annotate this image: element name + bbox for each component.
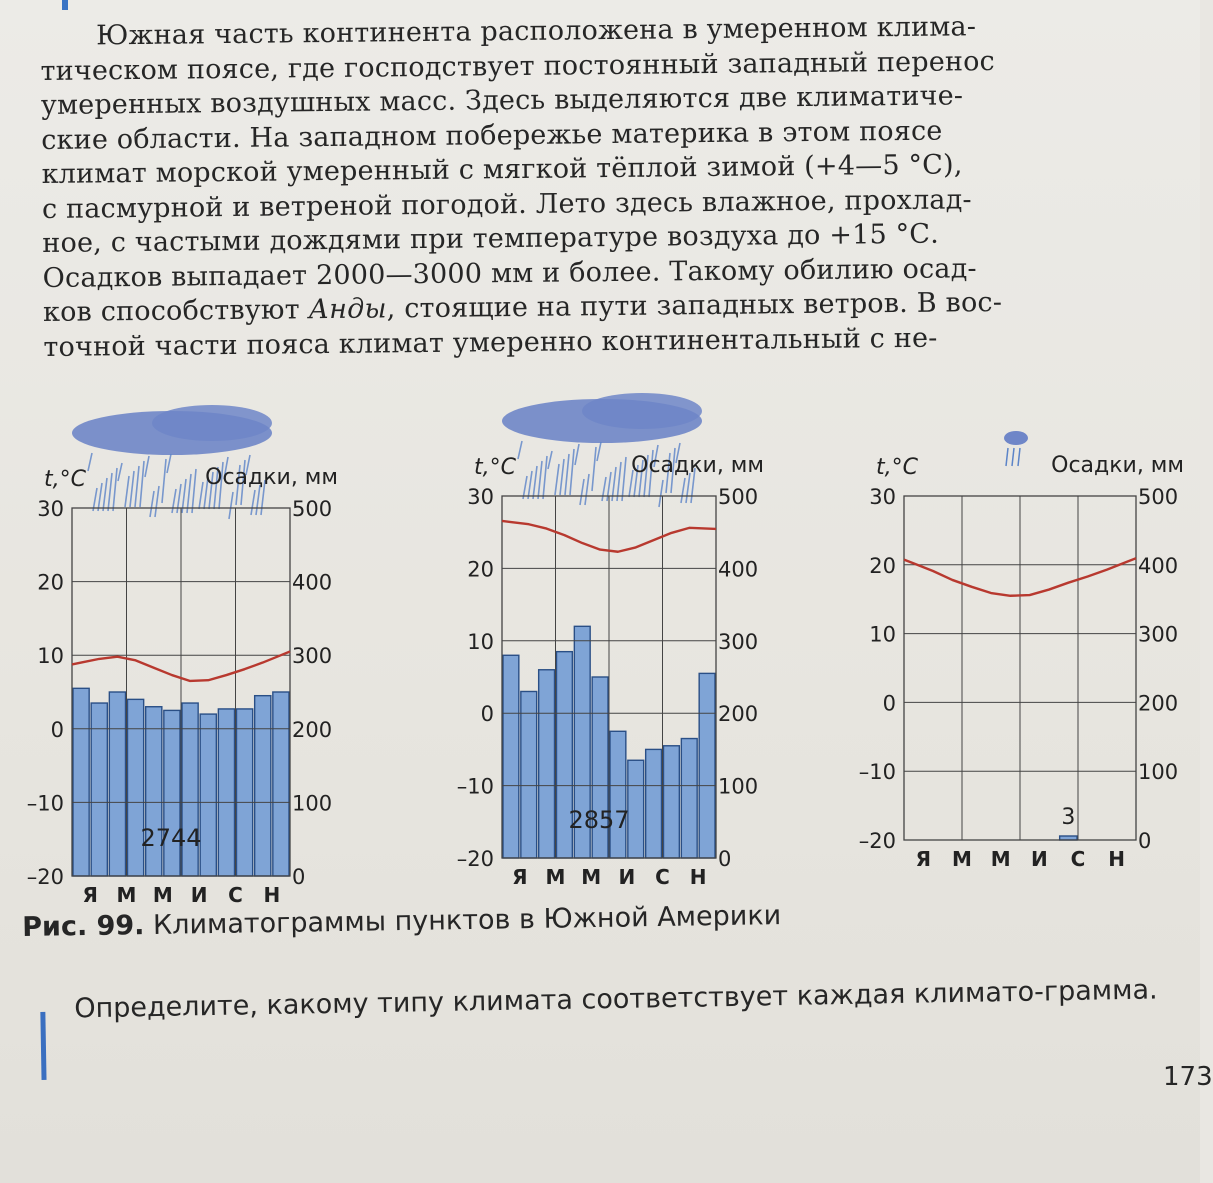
rain-streak: [150, 491, 154, 517]
rain-streak: [622, 457, 626, 501]
month-label: М: [952, 847, 972, 871]
precip-tick-label: 100: [1138, 760, 1179, 785]
rain-streak: [555, 464, 559, 495]
temp-axis-title: t,°C: [44, 467, 86, 492]
rain-streak: [570, 449, 574, 495]
precip-tick-label: 200: [1138, 691, 1179, 716]
temp-tick-label: 10: [467, 629, 494, 654]
rain-streak: [98, 483, 102, 511]
rain-streak: [125, 476, 129, 507]
rain-streak: [565, 454, 569, 495]
month-label: Н: [1108, 847, 1126, 871]
temp-tick-label: 0: [882, 691, 896, 716]
month-label: Н: [689, 865, 707, 889]
rain-streak: [199, 482, 203, 509]
precip-tick-label: 400: [292, 570, 333, 595]
rain-streak: [118, 463, 122, 481]
rain-streak: [103, 478, 107, 511]
precip-bar: [628, 760, 644, 858]
precip-tick-label: 400: [718, 557, 759, 582]
precip-bar: [521, 691, 537, 858]
precip-bar: [646, 749, 662, 858]
rain-streak: [617, 462, 621, 501]
month-label: И: [618, 865, 636, 889]
temp-tick-label: 30: [869, 485, 896, 509]
rain-streak: [602, 477, 606, 501]
month-label: С: [655, 865, 670, 889]
month-label: М: [581, 865, 602, 889]
rain-streak: [1018, 448, 1020, 466]
temp-tick-label: –20: [858, 829, 896, 853]
rain-streak: [1012, 448, 1014, 466]
text-line-1: Южная часть континента расположена в умеренном клима-: [96, 11, 977, 52]
temp-tick-label: 20: [467, 557, 494, 582]
rain-cloud-icon: [502, 393, 702, 507]
text-line-4: ские области. На западном побережье материка в этом поясе: [41, 115, 943, 156]
rain-streak: [575, 444, 579, 465]
rain-streak: [592, 447, 596, 491]
precip-tick-label: 0: [292, 865, 306, 889]
cloud-shape: [1004, 431, 1028, 445]
precip-bar: [503, 655, 519, 858]
temp-tick-label: –20: [26, 865, 64, 889]
rain-cloud-icon: [1004, 431, 1028, 466]
precip-bar: [539, 670, 555, 858]
rain-streak: [135, 466, 139, 507]
rain-streak: [251, 490, 255, 515]
figure-title: Климатограммы пунктов в Южной Америки: [152, 900, 782, 941]
rain-streak: [543, 456, 547, 499]
temp-tick-label: 10: [37, 644, 64, 669]
text-line-8: Осадков выпадает 2000—3000 мм и более. Такому обилию осад-: [42, 252, 977, 294]
precip-bar: [255, 696, 271, 876]
temp-tick-label: 20: [37, 570, 64, 595]
rain-streak: [533, 466, 537, 499]
rain-streak: [597, 442, 601, 461]
precip-axis-title: Осадки, мм: [1051, 453, 1184, 478]
temp-axis-title: t,°C: [474, 455, 516, 480]
rain-streak: [172, 489, 176, 513]
rain-streak: [585, 474, 589, 505]
precip-bar: [681, 739, 697, 858]
rain-streak: [548, 451, 552, 469]
precip-tick-label: 300: [718, 629, 759, 654]
precip-bar: [273, 692, 289, 876]
rain-streak: [167, 454, 171, 473]
precip-tick-label: 300: [1138, 622, 1179, 647]
rain-streak: [1006, 448, 1008, 466]
month-label: Я: [915, 847, 932, 871]
precip-tick-label: 0: [1138, 829, 1152, 853]
precip-tick-label: 100: [718, 774, 759, 799]
precip-tick-label: 100: [292, 791, 333, 816]
precip-tick-label: 300: [292, 644, 333, 669]
temp-tick-label: –10: [26, 791, 64, 816]
precip-tick-label: 500: [718, 485, 759, 509]
temp-tick-label: –10: [858, 760, 896, 785]
precip-axis-title: Осадки, мм: [631, 453, 764, 478]
rain-streak: [130, 471, 134, 507]
precip-bar: [218, 709, 234, 876]
text-line-2: тическом поясе, где господствует постоянный западный перенос: [40, 45, 996, 87]
precip-bar: [610, 731, 626, 858]
page-edge-mark: [62, 0, 68, 10]
chart-grid: [904, 496, 1136, 840]
month-label: И: [190, 883, 208, 907]
month-label: Н: [263, 883, 281, 907]
rain-streak: [518, 441, 522, 459]
precip-axis-title: Осадки, мм: [205, 465, 338, 490]
precip-tick-label: 0: [718, 847, 732, 871]
annual-precip-label: 2744: [140, 824, 202, 852]
temp-tick-label: 10: [869, 622, 896, 647]
text-line-3: умеренных воздушных масс. Здесь выделяются две климатиче-: [40, 80, 964, 121]
temp-tick-label: 30: [467, 485, 494, 509]
month-label: С: [228, 883, 243, 907]
climatogram-3: [859, 431, 1184, 871]
temp-tick-label: –10: [456, 774, 494, 799]
climatograms-figure: [0, 400, 1200, 940]
temp-tick-label: 0: [480, 702, 494, 727]
month-label: И: [1030, 847, 1048, 871]
month-label: Я: [512, 865, 528, 889]
question-accent-bar: [40, 1012, 46, 1080]
precip-bar: [237, 709, 253, 876]
month-label: Я: [82, 883, 98, 907]
rain-cloud-icon: [72, 405, 272, 519]
rain-streak: [145, 456, 149, 477]
precip-tick-label: 500: [1138, 485, 1179, 509]
rain-streak: [681, 478, 685, 503]
rain-streak: [108, 473, 112, 511]
figure-number: Рис. 99.: [22, 910, 145, 943]
temp-tick-label: –20: [456, 847, 494, 871]
question-text: Определите, какому типу климата соответствует каждая климато-грамма.: [74, 974, 1158, 1025]
andes-word: Анды: [308, 293, 387, 326]
cloud-shape: [582, 393, 702, 429]
precip-bar: [73, 688, 89, 876]
rain-streak: [192, 469, 196, 513]
temp-tick-label: 30: [37, 497, 64, 521]
rain-streak: [538, 461, 542, 499]
rain-streak: [528, 471, 532, 499]
rain-streak: [560, 459, 564, 495]
precip-bar: [699, 673, 715, 858]
precip-tick-label: 200: [718, 702, 759, 727]
climatogram-1: [27, 405, 338, 907]
precip-bar: [109, 692, 125, 876]
month-label: М: [152, 883, 173, 907]
rain-streak: [88, 453, 92, 471]
precip-tick-label: 200: [292, 717, 333, 742]
text-line-6: с пасмурной и ветреной погодой. Лето здесь влажное, прохлад-: [41, 183, 972, 225]
temp-axis-title: t,°C: [876, 455, 918, 480]
body-text: [40, 9, 1134, 365]
rain-streak: [162, 459, 166, 503]
precip-tick-label: 400: [1138, 553, 1179, 578]
precip-bar: [200, 714, 216, 876]
climatogram-2: [457, 393, 764, 889]
rain-streak: [187, 474, 191, 513]
temp-tick-label: 20: [869, 553, 896, 578]
month-label: М: [545, 865, 566, 889]
rain-streak: [580, 479, 584, 505]
annual-precip-label: 3: [1061, 805, 1076, 830]
precip-tick-label: 500: [292, 497, 333, 521]
month-label: М: [116, 883, 137, 907]
month-label: С: [1070, 847, 1086, 871]
month-label: М: [990, 847, 1011, 871]
question-block: [40, 972, 1202, 1092]
rain-streak: [113, 468, 117, 511]
rain-streak: [155, 486, 159, 517]
rain-streak: [229, 492, 233, 519]
page-number: 173: [1163, 1062, 1213, 1092]
rain-streak: [140, 461, 144, 507]
text-line-5: климат морской умеренный с мягкой тёплой зимой (+4—5 °С),: [41, 149, 963, 190]
annual-precip-label: 2857: [568, 806, 630, 834]
text-line-10: точной части пояса климат умеренно континентальный с не-: [43, 322, 938, 363]
text-line-7: ное, с частыми дождями при температуре воздуха до +15 °С.: [42, 218, 940, 259]
text-line-9: ков способствуют Анды, стоящие на пути западных ветров. В вос-: [42, 286, 1003, 328]
cloud-shape: [152, 405, 272, 441]
precip-bar: [664, 746, 680, 858]
temp-tick-label: 0: [50, 717, 64, 742]
